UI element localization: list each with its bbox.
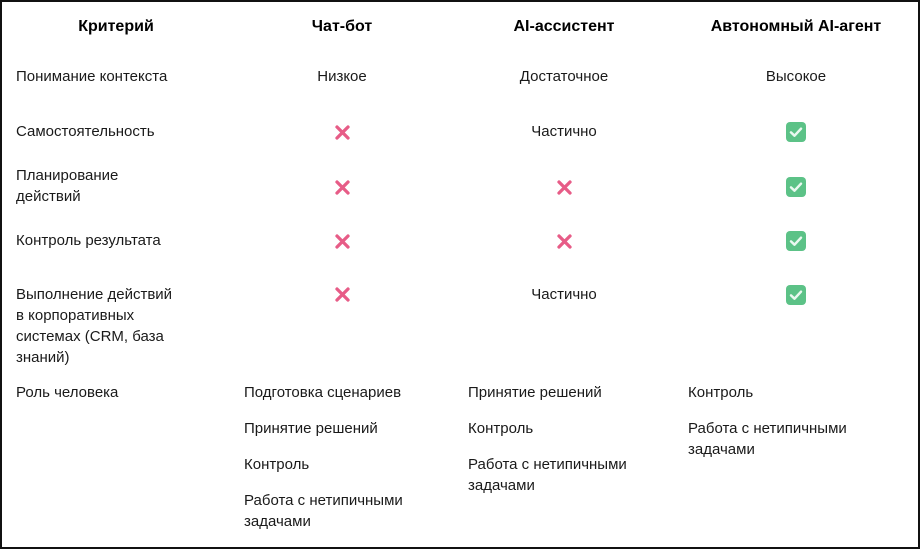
cell-autonomous-agent xyxy=(674,104,918,159)
cell-chatbot xyxy=(230,159,454,214)
cell-chatbot xyxy=(230,268,454,370)
table-header-row xyxy=(2,2,918,49)
cell-ai-assistant xyxy=(454,382,674,547)
cross-icon xyxy=(556,179,573,196)
cell-chatbot xyxy=(230,104,454,159)
cross-icon xyxy=(334,179,351,196)
cell-autonomous-agent xyxy=(674,159,918,214)
cell-chatbot xyxy=(230,213,454,268)
table-row-result-control xyxy=(2,213,918,268)
header-autonomous-agent: Автономный AI-агент xyxy=(710,18,882,36)
cross-icon xyxy=(334,124,351,141)
cell-ai-assistant xyxy=(454,159,674,214)
cell-ai-assistant: Частично xyxy=(531,286,597,304)
table-row-human-role xyxy=(2,370,918,547)
cross-icon xyxy=(334,286,351,303)
cross-icon xyxy=(556,233,573,250)
check-icon xyxy=(786,122,806,142)
table-row-independence xyxy=(2,104,918,159)
cell-autonomous-agent xyxy=(674,213,918,268)
cell-ai-assistant: Достаточное xyxy=(519,67,609,85)
cell-autonomous-agent: Высокое xyxy=(765,67,827,85)
header-chatbot: Чат-бот xyxy=(311,18,373,36)
check-icon xyxy=(786,177,806,197)
list-item: Контроль xyxy=(244,456,310,474)
cell-ai-assistant xyxy=(454,213,674,268)
table-row-planning xyxy=(2,159,918,214)
table-row-corporate-systems xyxy=(2,268,918,370)
criterion-label: Самостоятельность xyxy=(16,122,155,140)
check-icon xyxy=(786,285,806,305)
cross-icon xyxy=(334,233,351,250)
criterion-label: Выполнение действий в корпоративных системах (CRM, база знаний) xyxy=(16,286,173,367)
criterion-label: Контроль результата xyxy=(16,232,161,250)
list-item: Принятие решений xyxy=(468,384,602,402)
list-item: Контроль xyxy=(688,384,754,402)
cell-chatbot: Низкое xyxy=(317,67,367,85)
cell-chatbot xyxy=(230,382,454,547)
criterion-label: Роль человека xyxy=(16,384,119,402)
list-item: Подготовка сценариев xyxy=(244,384,402,402)
list-item: Работа с нетипичными задачами xyxy=(688,420,847,459)
table-row-context xyxy=(2,49,918,104)
criterion-label: Планирование действий xyxy=(16,167,119,206)
header-criterion: Критерий xyxy=(78,18,154,36)
check-icon xyxy=(786,231,806,251)
list-item: Контроль xyxy=(468,420,534,438)
header-ai-assistant: AI-ассистент xyxy=(513,18,615,36)
cell-autonomous-agent xyxy=(674,268,918,370)
list-item: Работа с нетипичными задачами xyxy=(244,492,403,531)
cell-ai-assistant: Частично xyxy=(531,122,597,140)
criterion-label: Понимание контекста xyxy=(16,67,168,85)
list-item: Принятие решений xyxy=(244,420,378,438)
list-item: Работа с нетипичными задачами xyxy=(468,456,627,495)
cell-autonomous-agent xyxy=(674,382,918,547)
